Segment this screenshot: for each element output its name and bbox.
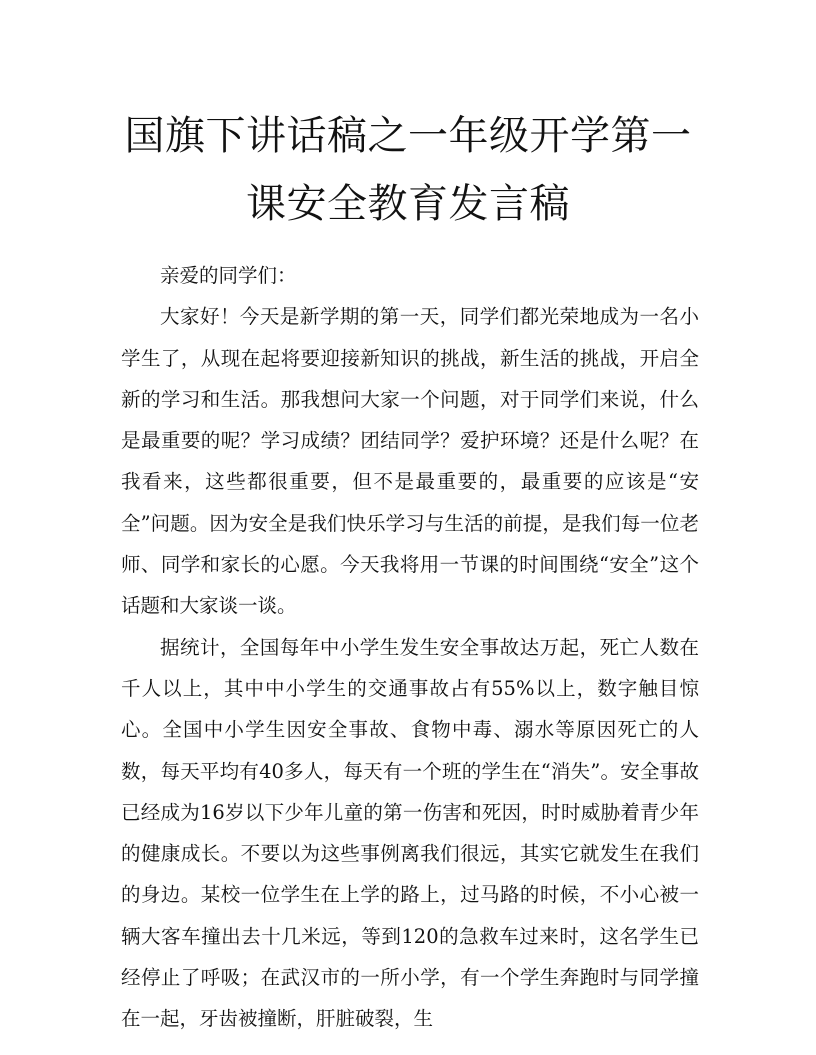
document-body [121,255,699,1040]
salutation-paragraph: 亲爱的同学们： [160,264,297,287]
document-title: 国旗下讲话稿之一年级开学第一课安全教育发言稿 [124,113,692,227]
body-paragraph: 据统计，全国每年中小学生发生安全事故达万起，死亡人数在千人以上，其中中小学生的交通事故占有55%以上，数字触目惊心。全国中小学生因安全事故、食物中毒、溺水等原因死亡的人数，每天平均有40多人，每天有一个班的学生在“消失”。安全事故已经成为16岁以下少年儿童的第一伤害和死因，时时威胁着青少年的健康成长。不要以为这些事例离我们很远，其实它就发生在我们的身边。某校一位学生在上学的路上，过马路的时候，不小心被一辆大客车撞出去十几米远，等到120的急救车过来时，这名学生已经停止了呼吸；在武汉市的一所小学，有一个学生奔跑时与同学撞在一起，牙齿被撞断，肝脏破裂，生 [121,635,699,1031]
body-paragraph: 大家好！今天是新学期的第一天，同学们都光荣地成为一名小学生了，从现在起将要迎接新知识的挑战，新生活的挑战，开启全新的学习和生活。那我想问大家一个问题，对于同学们来说，什么是最重要的呢？学习成绩？团结同学？爱护环境？还是什么呢？在我看来，这些都很重要，但不是最重要的，最重要的应该是“安全”问题。因为安全是我们快乐学习与生活的前提，是我们每一位老师、同学和家长的心愿。今天我将用一节课的时间围绕“安全”这个话题和大家谈一谈。 [121,305,699,618]
